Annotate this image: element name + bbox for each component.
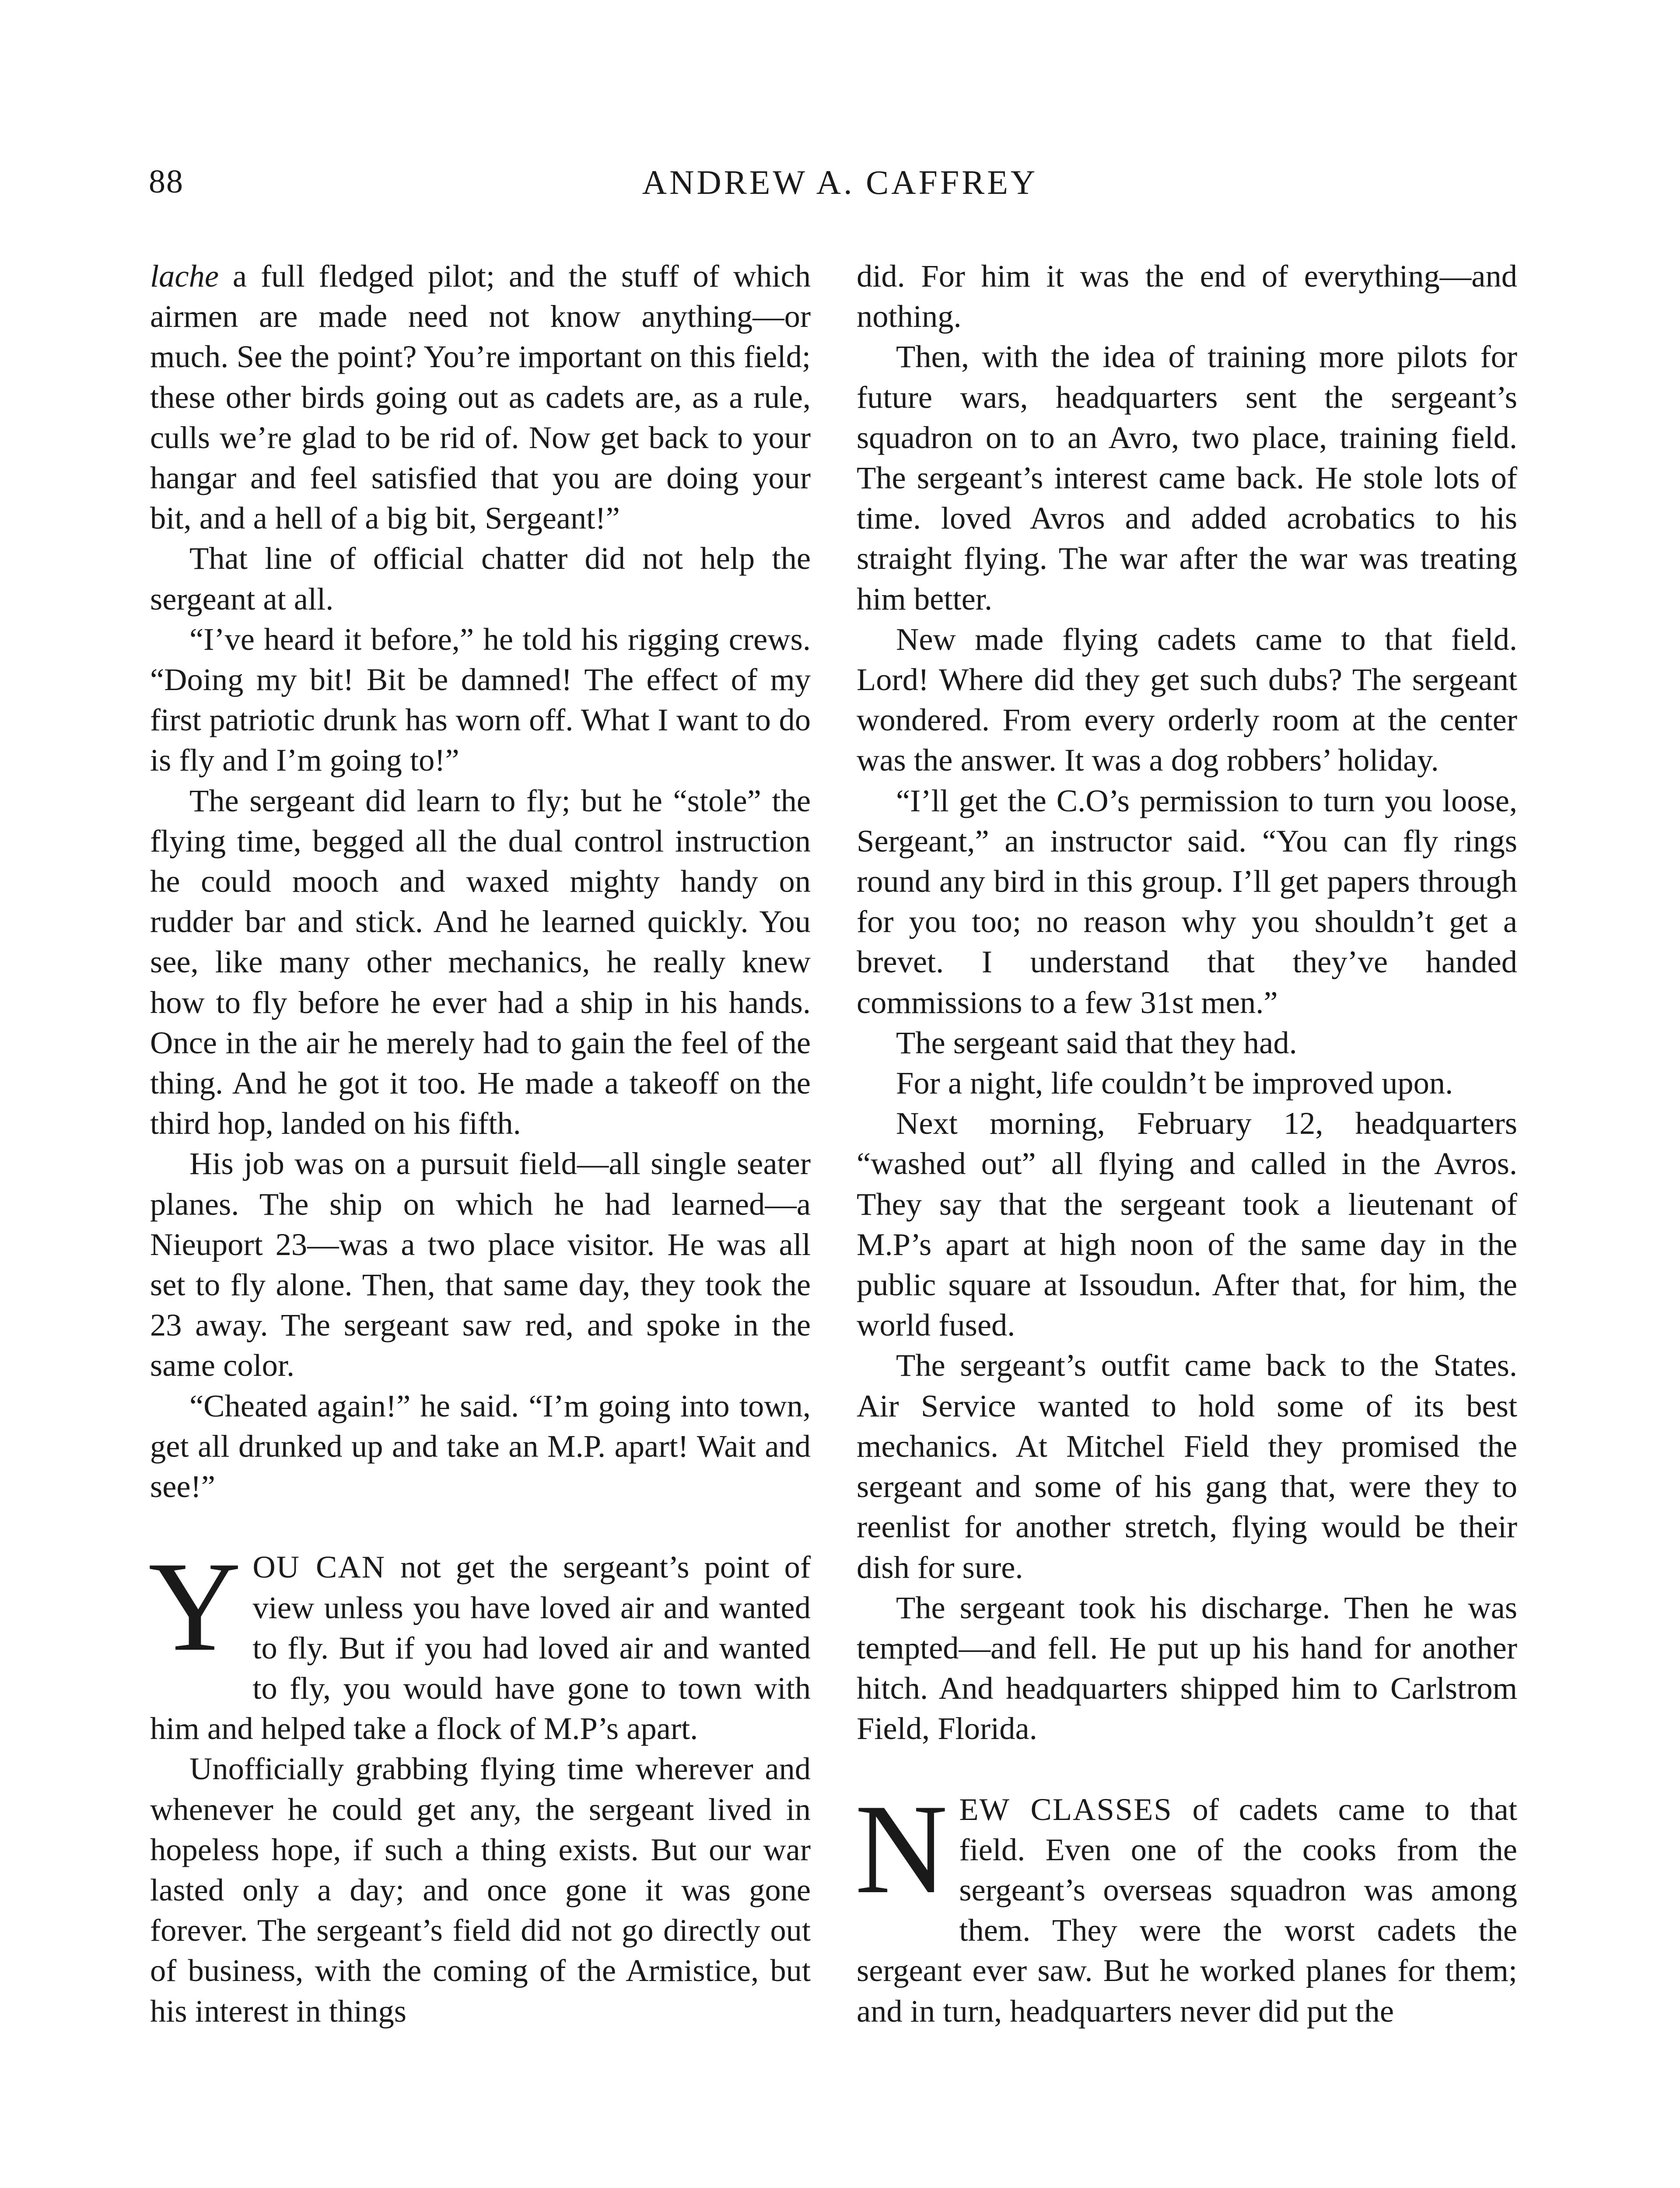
paragraph: The sergeant did learn to fly; but he “stole” the flying time, begged all the dual control instruction he could mooch and waxed mighty handy on rudder bar and stick. And he learned quickly. You see, like many other mechanics, he really knew how to fly before he ever had a ship in his hands. Once in the air he merely had to gain the feel of the thing. And he got it too. He made a takeoff on the third hop, landed on his fifth. (150, 782, 811, 1141)
paragraph: For a night, life couldn’t be improved upon. (896, 1065, 1453, 1101)
paragraph: Then, with the idea of training more pilots for future wars, headquarters sent the sergeant’s squadron on to an Avro, two place, training field. The sergeant’s interest came back. He stole lots of time. loved Avros and added acrobatics to his straight flying. The war after the war was treating him better. (857, 339, 1517, 617)
section-opening-paragraph (148, 1535, 811, 1749)
italic-word: lache (150, 258, 219, 294)
page-number: 88 (149, 163, 184, 200)
running-head: ANDREW A. CAFFREY (642, 163, 1038, 201)
paragraph: The sergeant’s outfit came back to the States. Air Service wanted to hold some of its best mechanics. At Mitchel Field they promised the sergeant and some of his gang that, were they to reenlist for another stretch, flying would be their dish for sure. (857, 1347, 1517, 1585)
paragraph-text: of cadets came to that field. Even one of the cooks from the sergeant’s overseas squadron was among them. They were the worst cadets the sergeant ever saw. But he worked planes for them; and in turn, headquarters never did put the (857, 1791, 1518, 2029)
paragraph: That line of official chatter did not help the sergeant at all. (150, 540, 811, 617)
paragraph: The sergeant took his discharge. Then he was tempted—and fell. He put up his hand for another hitch. And headquarters shipped him to Carlstrom Field, Florida. (857, 1589, 1517, 1746)
paragraph-text: a full fledged pilot; and the stuff of which airmen are made need not know anything—or much. See the point? You’re important on this field; these other birds going out as cadets are, as a rule, culls we’re glad to be rid of. Now get back to your hangar and feel satisfied that you are doing your bit, and a hell of a big bit, Sergeant!” (150, 258, 811, 536)
small-caps-lead: OU CAN (252, 1549, 386, 1585)
paragraph (150, 256, 811, 538)
paragraph: “I’ve heard it before,” he told his rigging crews. “Doing my bit! Bit be damned! The effect of my first patriotic drunk has worn off. What I want to do is fly and I’m going to!” (150, 621, 811, 778)
small-caps-lead: EW CLASSES (959, 1791, 1172, 1827)
right-column (857, 256, 1517, 2031)
drop-cap: N (855, 1777, 948, 1920)
paragraph: did. For him it was the end of everything—and nothing. (857, 258, 1517, 334)
left-column (150, 256, 811, 2031)
paragraph-text: not get the sergeant’s point of view unless you have loved air and wanted to fly. But if you had loved air and wanted to fly, you would have gone to town with him and helped take a flock of M.P’s apart. (150, 1549, 811, 1746)
section-opening-paragraph (855, 1777, 1518, 2031)
paragraph: “Cheated again!” he said. “I’m going into town, get all drunked up and take an M.P. apart! Wait and see!” (150, 1388, 811, 1504)
paragraph: Unofficially grabbing flying time wherever and whenever he could get any, the sergeant lived in hopeless hope, if such a thing exists. But our war lasted only a day; and once gone it was gone forever. The sergeant’s field did not go directly out of business, with the coming of the Armistice, but his interest in things (150, 1751, 811, 2029)
paragraph: His job was on a pursuit field—all single seater planes. The ship on which he had learned—a Nieuport 23—was a two place visitor. He was all set to fly alone. Then, that same day, they took the 23 away. The sergeant saw red, and spoke in the same color. (150, 1146, 811, 1383)
paragraph: “I’ll get the C.O’s permission to turn you loose, Sergeant,” an instructor said. “You can fly rings round any bird in this group. I’ll get papers through for you too; no reason why you shouldn’t get a brevet. I understand that they’ve handed commissions to a few 31st men.” (857, 782, 1517, 1020)
paragraph: Next morning, February 12, headquarters “washed out” all flying and called in the Avros. They say that the sergeant took a lieutenant of M.P’s apart at high noon of the same day in the public square at Issoudun. After that, for him, the world fused. (857, 1105, 1517, 1343)
drop-cap: Y (148, 1535, 242, 1678)
paragraph: The sergeant said that they had. (896, 1024, 1297, 1060)
paragraph: New made flying cadets came to that field. Lord! Where did they get such dubs? The sergeant wondered. From every orderly room at the center was the answer. It was a dog robbers’ holiday. (857, 621, 1517, 778)
